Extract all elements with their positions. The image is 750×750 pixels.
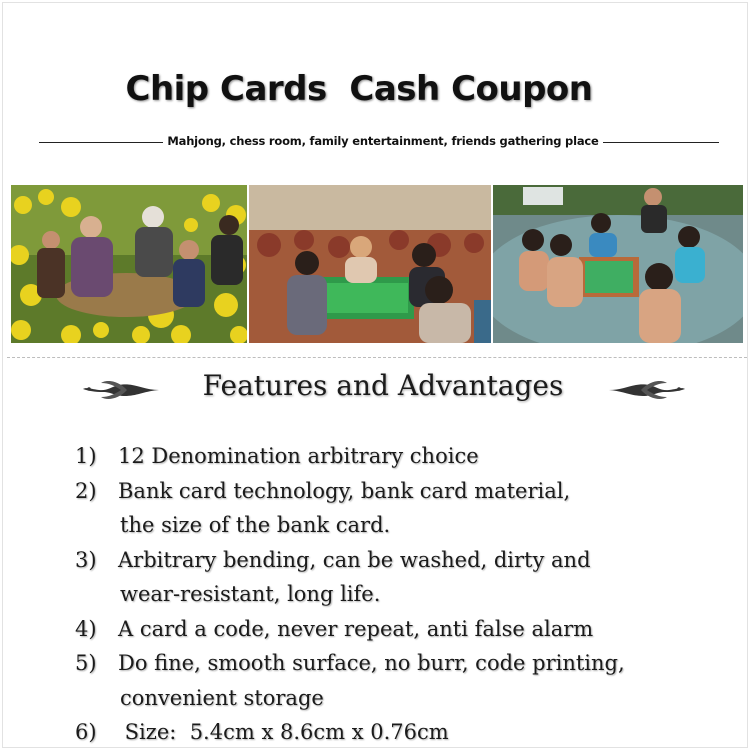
feature-text: 12 Denomination arbitrary choice (118, 444, 479, 468)
feature-item (75, 612, 735, 647)
feature-number: 3) (75, 547, 97, 572)
feature-text-continued: convenient storage (120, 685, 324, 710)
subtitle: Mahjong, chess room, family entertainment, friends gathering place (167, 134, 599, 148)
mahjong-hall-photo (249, 185, 491, 343)
feature-item (75, 715, 735, 748)
flourish-left-icon (81, 377, 161, 403)
feature-number: 4) (75, 616, 97, 641)
page-title: Chip Cards Cash Coupon (125, 69, 593, 109)
feature-item (75, 439, 735, 474)
feature-item (75, 646, 735, 715)
feature-number: 5) (75, 651, 97, 675)
photo-strip (11, 185, 743, 343)
feature-text-continued: the size of the bank card. (120, 513, 391, 537)
feature-number: 6) (75, 720, 97, 744)
feature-text: Size: 5.4cm x 8.6cm x 0.76cm (118, 720, 449, 744)
divider-right (603, 142, 719, 143)
mahjong-outdoor-photo (11, 185, 247, 343)
dashed-separator (7, 357, 747, 358)
feature-text: A card a code, never repeat, anti false alarm (118, 616, 594, 641)
flourish-right-icon (607, 377, 687, 403)
features-heading: Features and Advantages (202, 369, 564, 402)
feature-item (75, 543, 735, 612)
feature-number: 1) (75, 444, 97, 468)
feature-text: Arbitrary bending, can be washed, dirty and (118, 547, 591, 572)
feature-item (75, 474, 735, 543)
coupon-poster (2, 2, 748, 748)
features-list (75, 439, 735, 748)
mahjong-hotspring-photo (493, 185, 743, 343)
feature-text-continued: wear-resistant, long life. (120, 582, 381, 606)
feature-text: Bank card technology, bank card material, (118, 478, 571, 503)
feature-number: 2) (75, 478, 97, 503)
feature-text: Do fine, smooth surface, no burr, code printing, (118, 651, 625, 675)
divider-left (39, 142, 163, 143)
